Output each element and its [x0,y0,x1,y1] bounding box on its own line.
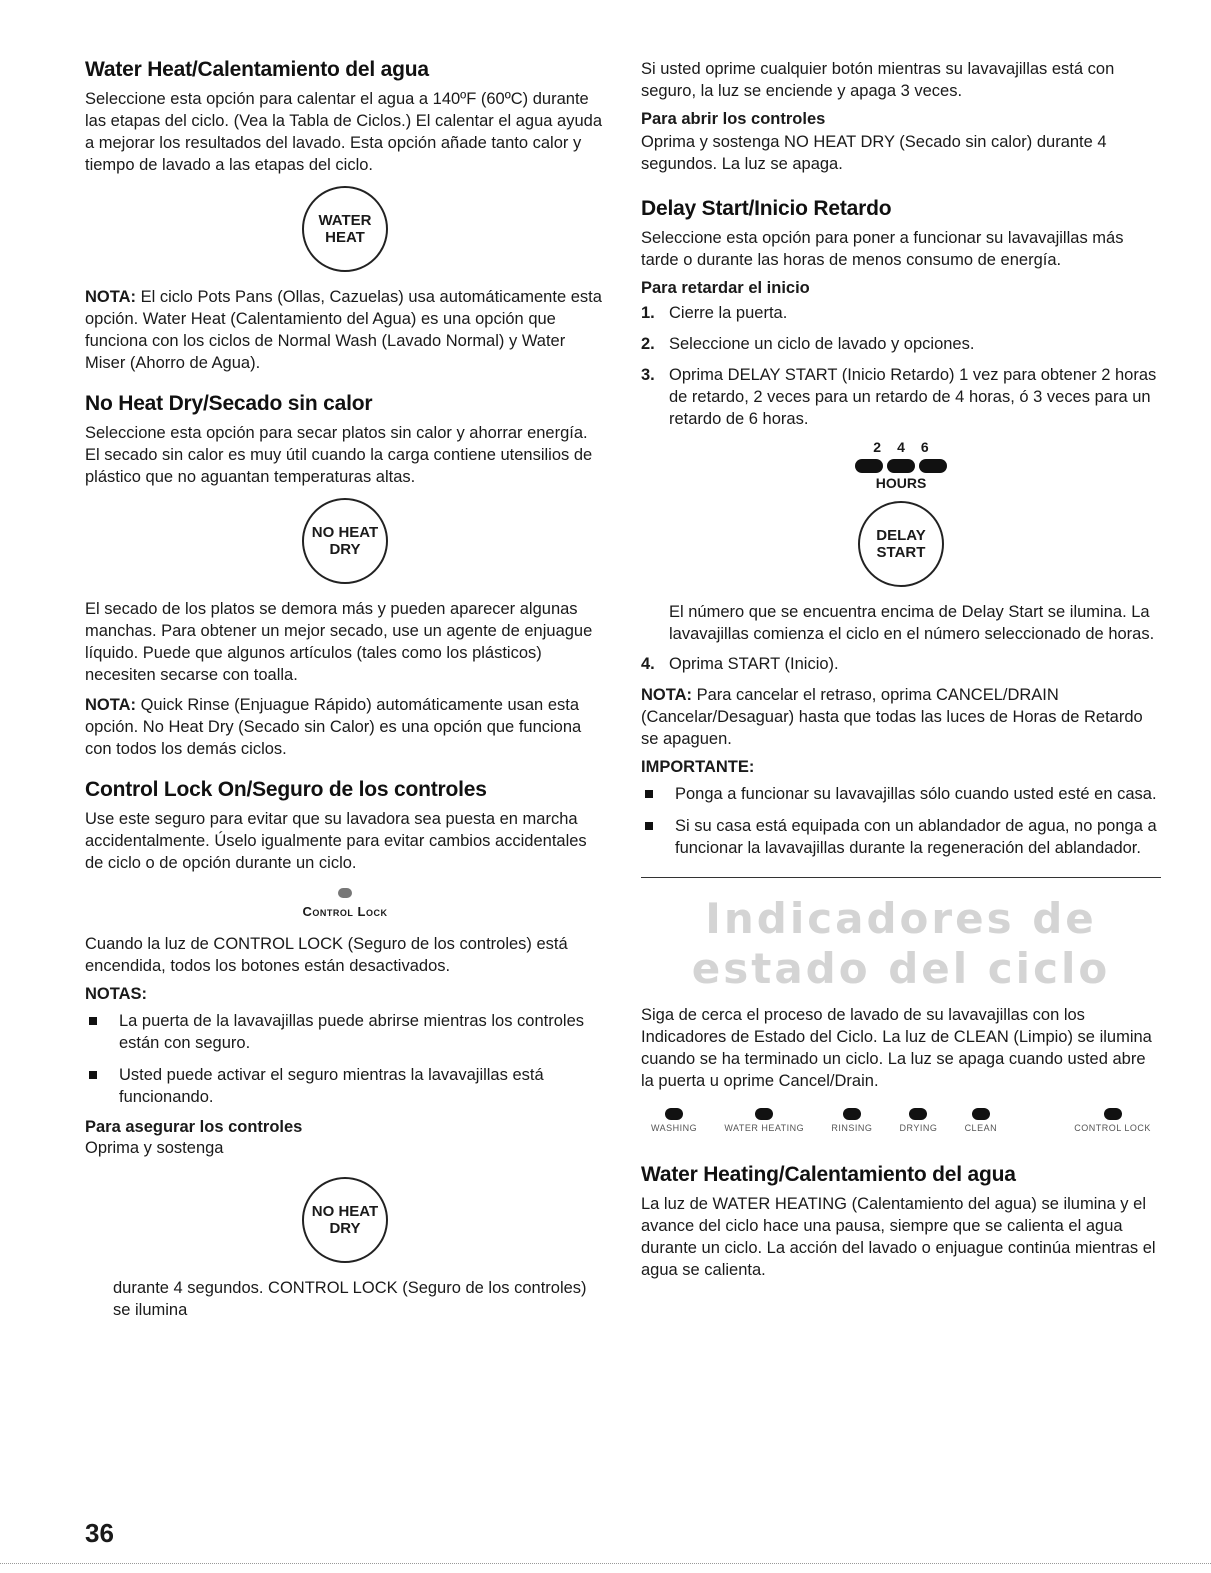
right-column [641,58,1161,1299]
no-heat-dry-note-text: Quick Rinse (Enjuague Rápido) automáticamente usan esta opción. No Heat Dry (Secado sin Calor) es una opción que funciona con todos los demás ciclos. [85,696,582,758]
lock-intro: Si usted oprime cualquier botón mientras su lavavajillas está con seguro, la luz se enciende y apaga 3 veces. [641,60,1115,100]
control-lock-after: durante 4 segundos. CONTROL LOCK (Seguro de los controles) se ilumina [113,1279,587,1319]
status-light-water-heating: WATER HEATING [724,1108,804,1133]
status-light-clean: CLEAN [965,1108,998,1133]
hours-light-icon [855,459,883,473]
no-heat-dry-button-line2: DRY [329,541,361,558]
water-heat-note [85,286,605,374]
cycle-indicators-section [641,894,1161,1133]
water-heat-title: Water Heat/Calentamiento del agua [85,58,429,81]
water-heat-button-icon [302,186,388,272]
status-light-control-lock: CONTROL LOCK [1074,1108,1151,1133]
bullet-icon [89,1071,97,1079]
control-lock-title: Control Lock On/Seguro de los controles [85,778,487,801]
cycle-indicators-body: Siga de cerca el proceso de lavado de su lavavajillas con los Indicadores de Estado del Ciclo. La luz de CLEAN (Limpio) se ilumina cuando se ha terminado un ciclo. La luz se apaga cuando usted abre la puerta u oprime Cancel/Drain. [641,1006,1152,1090]
delay-start-section [641,197,1161,859]
hours-4: 4 [897,439,905,455]
water-heating-body: La luz de WATER HEATING (Calentamiento del agua) se ilumina y el avance del ciclo hace una pausa, siempre que se calienta el agua durante un ciclo. La acción del lavado o enjuague continúa mientras el agua se calienta. [641,1195,1156,1279]
control-lock-notes [85,1010,605,1108]
no-heat-dry-body: Seleccione esta opción para secar platos sin calor y ahorrar energía. El secado sin calor es muy útil cuando la carga contiene utensilios de plástico que no aguantan temperaturas altas. [85,424,593,486]
delay-start-button-icon [858,501,944,587]
hours-2: 2 [873,439,882,455]
control-lock-label: Control Lock [302,904,388,919]
cycle-indicators-heading: Indicadores de estado del ciclo [691,894,1111,993]
water-heat-note-text: El ciclo Pots Pans (Ollas, Cazuelas) usa automáticamente esta opción. Water Heat (Calentamiento del Agua) es una opción que funciona con los ciclos de Normal Wash (Lavado Normal) y Water Miser (Ahorro de Agua). [85,288,602,372]
divider [641,877,1161,878]
status-light-drying: DRYING [900,1108,938,1133]
delay-start-body: Seleccione esta opción para poner a funcionar su lavavajillas más tarde o durante las horas de menos consumo de energía. [641,229,1124,269]
list-item: 2. Seleccione un ciclo de lavado y opciones. [641,335,975,353]
delay-note [641,684,1161,750]
no-heat-dry-button-icon [302,1177,388,1263]
water-heating-section [641,1163,1161,1281]
light-icon [755,1108,773,1120]
delay-start-button-line2: START [876,544,926,561]
bullet-icon [89,1017,97,1025]
control-lock-light-icon [338,888,352,898]
status-light-washing: WASHING [651,1108,697,1133]
no-heat-dry-section [85,392,605,760]
note-label: NOTA: [641,686,693,704]
control-lock-body2: Cuando la luz de CONTROL LOCK (Seguro de los controles) está encendida, todos los botones están desactivados. [85,935,568,975]
control-lock-indicator [85,888,605,919]
list-item: Usted puede activar el seguro mientras la lavavajillas está funcionando. [85,1064,605,1108]
delay-steps [641,302,1161,430]
control-lock-body: Use este seguro para evitar que su lavadora sea puesta en marcha accidentalmente. Úselo igualmente para evitar cambios accidentales de ciclo o de opción durante un ciclo. [85,810,587,872]
no-heat-dry-note [85,694,605,760]
no-heat-dry-button-line1: NO HEAT [311,1203,379,1220]
hours-light-icon [919,459,947,473]
no-heat-dry-button-line1: NO HEAT [311,524,379,541]
light-icon [1104,1108,1122,1120]
status-lights [651,1108,1151,1133]
step3-after: El número que se encuentra encima de Delay Start se ilumina. La lavavajillas comienza el ciclo en el número seleccionado de horas. [669,603,1155,643]
light-icon [972,1108,990,1120]
delay-start-button-line1: DELAY [876,527,926,544]
bottom-rule [0,1563,1211,1564]
no-heat-dry-button-icon [302,498,388,584]
hours-label: HOURS [875,475,927,491]
delay-hours-indicator [641,439,1161,587]
left-column [85,58,605,1339]
lock-controls-subhead: Para asegurar los controles [85,1118,303,1136]
list-item: 4. Oprima START (Inicio). [641,655,839,673]
list-item: 1. Cierre la puerta. [641,304,788,322]
notas-label: NOTAS: [85,985,148,1003]
important-list [641,783,1161,859]
water-heat-button-line1: WATER [318,212,372,229]
page-number: 36 [85,1518,114,1548]
delay-start-title: Delay Start/Inicio Retardo [641,197,892,220]
list-item: Si su casa está equipada con un ablandador de agua, no ponga a funcionar la lavavajillas durante la regeneración del ablandador. [641,815,1161,859]
hours-6: 6 [920,439,929,455]
bullet-icon [645,822,653,830]
light-icon [843,1108,861,1120]
control-lock-section [85,778,605,1321]
note-label: NOTA: [85,696,137,714]
light-icon [909,1108,927,1120]
note-label: NOTA: [85,288,137,306]
unlock-body: Oprima y sostenga NO HEAT DRY (Secado sin calor) durante 4 segundos. La luz se apaga. [641,133,1107,173]
water-heat-section [85,58,605,374]
status-light-rinsing: RINSING [831,1108,872,1133]
list-item: La puerta de la lavavajillas puede abrirse mientras los controles están con seguro. [85,1010,605,1054]
list-item: Ponga a funcionar su lavavajillas sólo cuando usted esté en casa. [641,783,1161,805]
hours-light-icon [887,459,915,473]
list-item: 3. Oprima DELAY START (Inicio Retardo) 1 vez para obtener 2 horas de retardo, 2 veces para un retardo de 4 horas, ó 3 veces para un retardo de 6 horas. [641,366,1157,428]
no-heat-dry-body2: El secado de los platos se demora más y pueden aparecer algunas manchas. Para obtener un mejor secado, use un agente de enjuague líquido. Puede que algunos artículos (tales como los plásticos) necesiten secarse con toalla. [85,600,593,684]
bullet-icon [645,790,653,798]
water-heat-body: Seleccione esta opción para calentar el agua a 140ºF (60ºC) durante las etapas del ciclo. (Vea la Tabla de Ciclos.) El calentar el agua ayuda a mejorar los resultados del lavado. Esta opción añade tanto calor y tiempo de lavado a las etapas del ciclo. [85,90,603,174]
unlock-subhead: Para abrir los controles [641,110,826,128]
water-heat-button-line2: HEAT [325,229,365,246]
no-heat-dry-title: No Heat Dry/Secado sin calor [85,392,373,415]
important-label: IMPORTANTE: [641,758,755,776]
water-heating-title: Water Heating/Calentamiento del agua [641,1163,1016,1186]
no-heat-dry-button-line2: DRY [329,1220,361,1237]
delay-note-text: Para cancelar el retraso, oprima CANCEL/DRAIN (Cancelar/Desaguar) hasta que todas las luces de Horas de Retardo se apaguen. [641,686,1143,748]
delay-subhead: Para retardar el inicio [641,279,810,297]
light-icon [665,1108,683,1120]
press-hold-text: Oprima y sostenga [85,1139,224,1157]
